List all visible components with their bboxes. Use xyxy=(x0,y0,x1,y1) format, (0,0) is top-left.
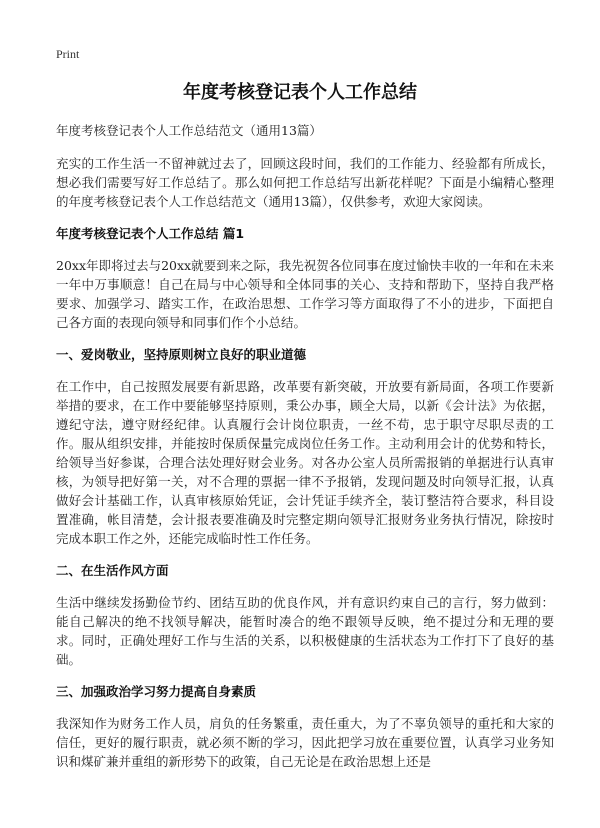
print-link[interactable]: Print xyxy=(56,47,80,61)
section-body-1: 在工作中，自己按照发展要有新思路，改革要有新突破，开放要有新局面，各项工作要新举措的要求，在工作中要能够坚持原则，秉公办事，顾全大局，以新《会计法》为依据，遵纪守法，遵守财经纪律。认真履行会计岗位职责，一丝不苟，忠于职守尽职尽责的工作。服从组织安排，并能按时保质保量完成岗位任务工作。主动利用会计的优势和特长，给领导当好参谋，合理合法处理好财会业务。对各办公室人员所需报销的单据进行认真审核，为领导把好第一关，对不合理的票据一律不予报销，发现问题及时向领导汇报，认真做好会计基础工作，认真审核原始凭证，会计凭证手续齐全，装订整洁符合要求，科目设置准确，帐目清楚，会计报表要准确及时完整定期向领导汇报财务业务执行情况，除按时完成本职工作之外，还能完成临时性工作任务。 xyxy=(56,379,554,546)
document-body xyxy=(56,122,554,785)
document-subtitle: 年度考核登记表个人工作总结范文（通用13篇） xyxy=(56,123,322,138)
section-heading-1: 一、爱岗敬业，坚持原则树立良好的职业道德 xyxy=(56,347,307,362)
intro-paragraph: 充实的工作生活一不留神就过去了，回顾这段时间，我们的工作能力、经验都有所成长，想必我们需要写好工作总结了。那么如何把工作总结写出新花样呢？下面是小编精心整理的年度考核登记表个人工作总结范文（通用13篇），仅供参考，欢迎大家阅读。 xyxy=(56,156,554,209)
section-heading-3: 三、加强政治学习努力提高自身素质 xyxy=(56,684,257,699)
opening-paragraph: 20xx年即将过去与20xx就要到来之际，我先祝贺各位同事在度过愉快丰收的一年和在未来一年中万事顺意！自己在局与中心领导和全体同事的关心、支持和帮助下，坚持自我严格要求、加强学习、踏实工作，在政治思想、工作学习等方面取得了不小的进步，下面把自己各方面的表现向领导和同事们作个小总结。 xyxy=(56,258,554,330)
section-body-2: 生活中继续发扬勤俭节约、团结互助的优良作风，并有意识约束自己的言行，努力做到：能自己解决的绝不找领导解决，能暂时凑合的绝不跟领导反映，绝不提过分和无理的要求。同时，正确处理好工作与生活的关系，以积极健康的生活状态为工作打下了良好的基础。 xyxy=(56,595,554,667)
section-body-3: 我深知作为财务工作人员，肩负的任务繁重，责任重大，为了不辜负领导的重托和大家的信任，更好的履行职责，就必须不断的学习，因此把学习放在重要位置，认真学习业务知识和煤矿兼并重组的新形势下的政策，自己无论是在政治思想上还是 xyxy=(56,716,554,769)
page-title: 年度考核登记表个人工作总结 xyxy=(183,82,417,103)
section-title: 年度考核登记表个人工作总结 篇1 xyxy=(56,226,245,241)
section-heading-2: 二、在生活作风方面 xyxy=(56,563,169,578)
